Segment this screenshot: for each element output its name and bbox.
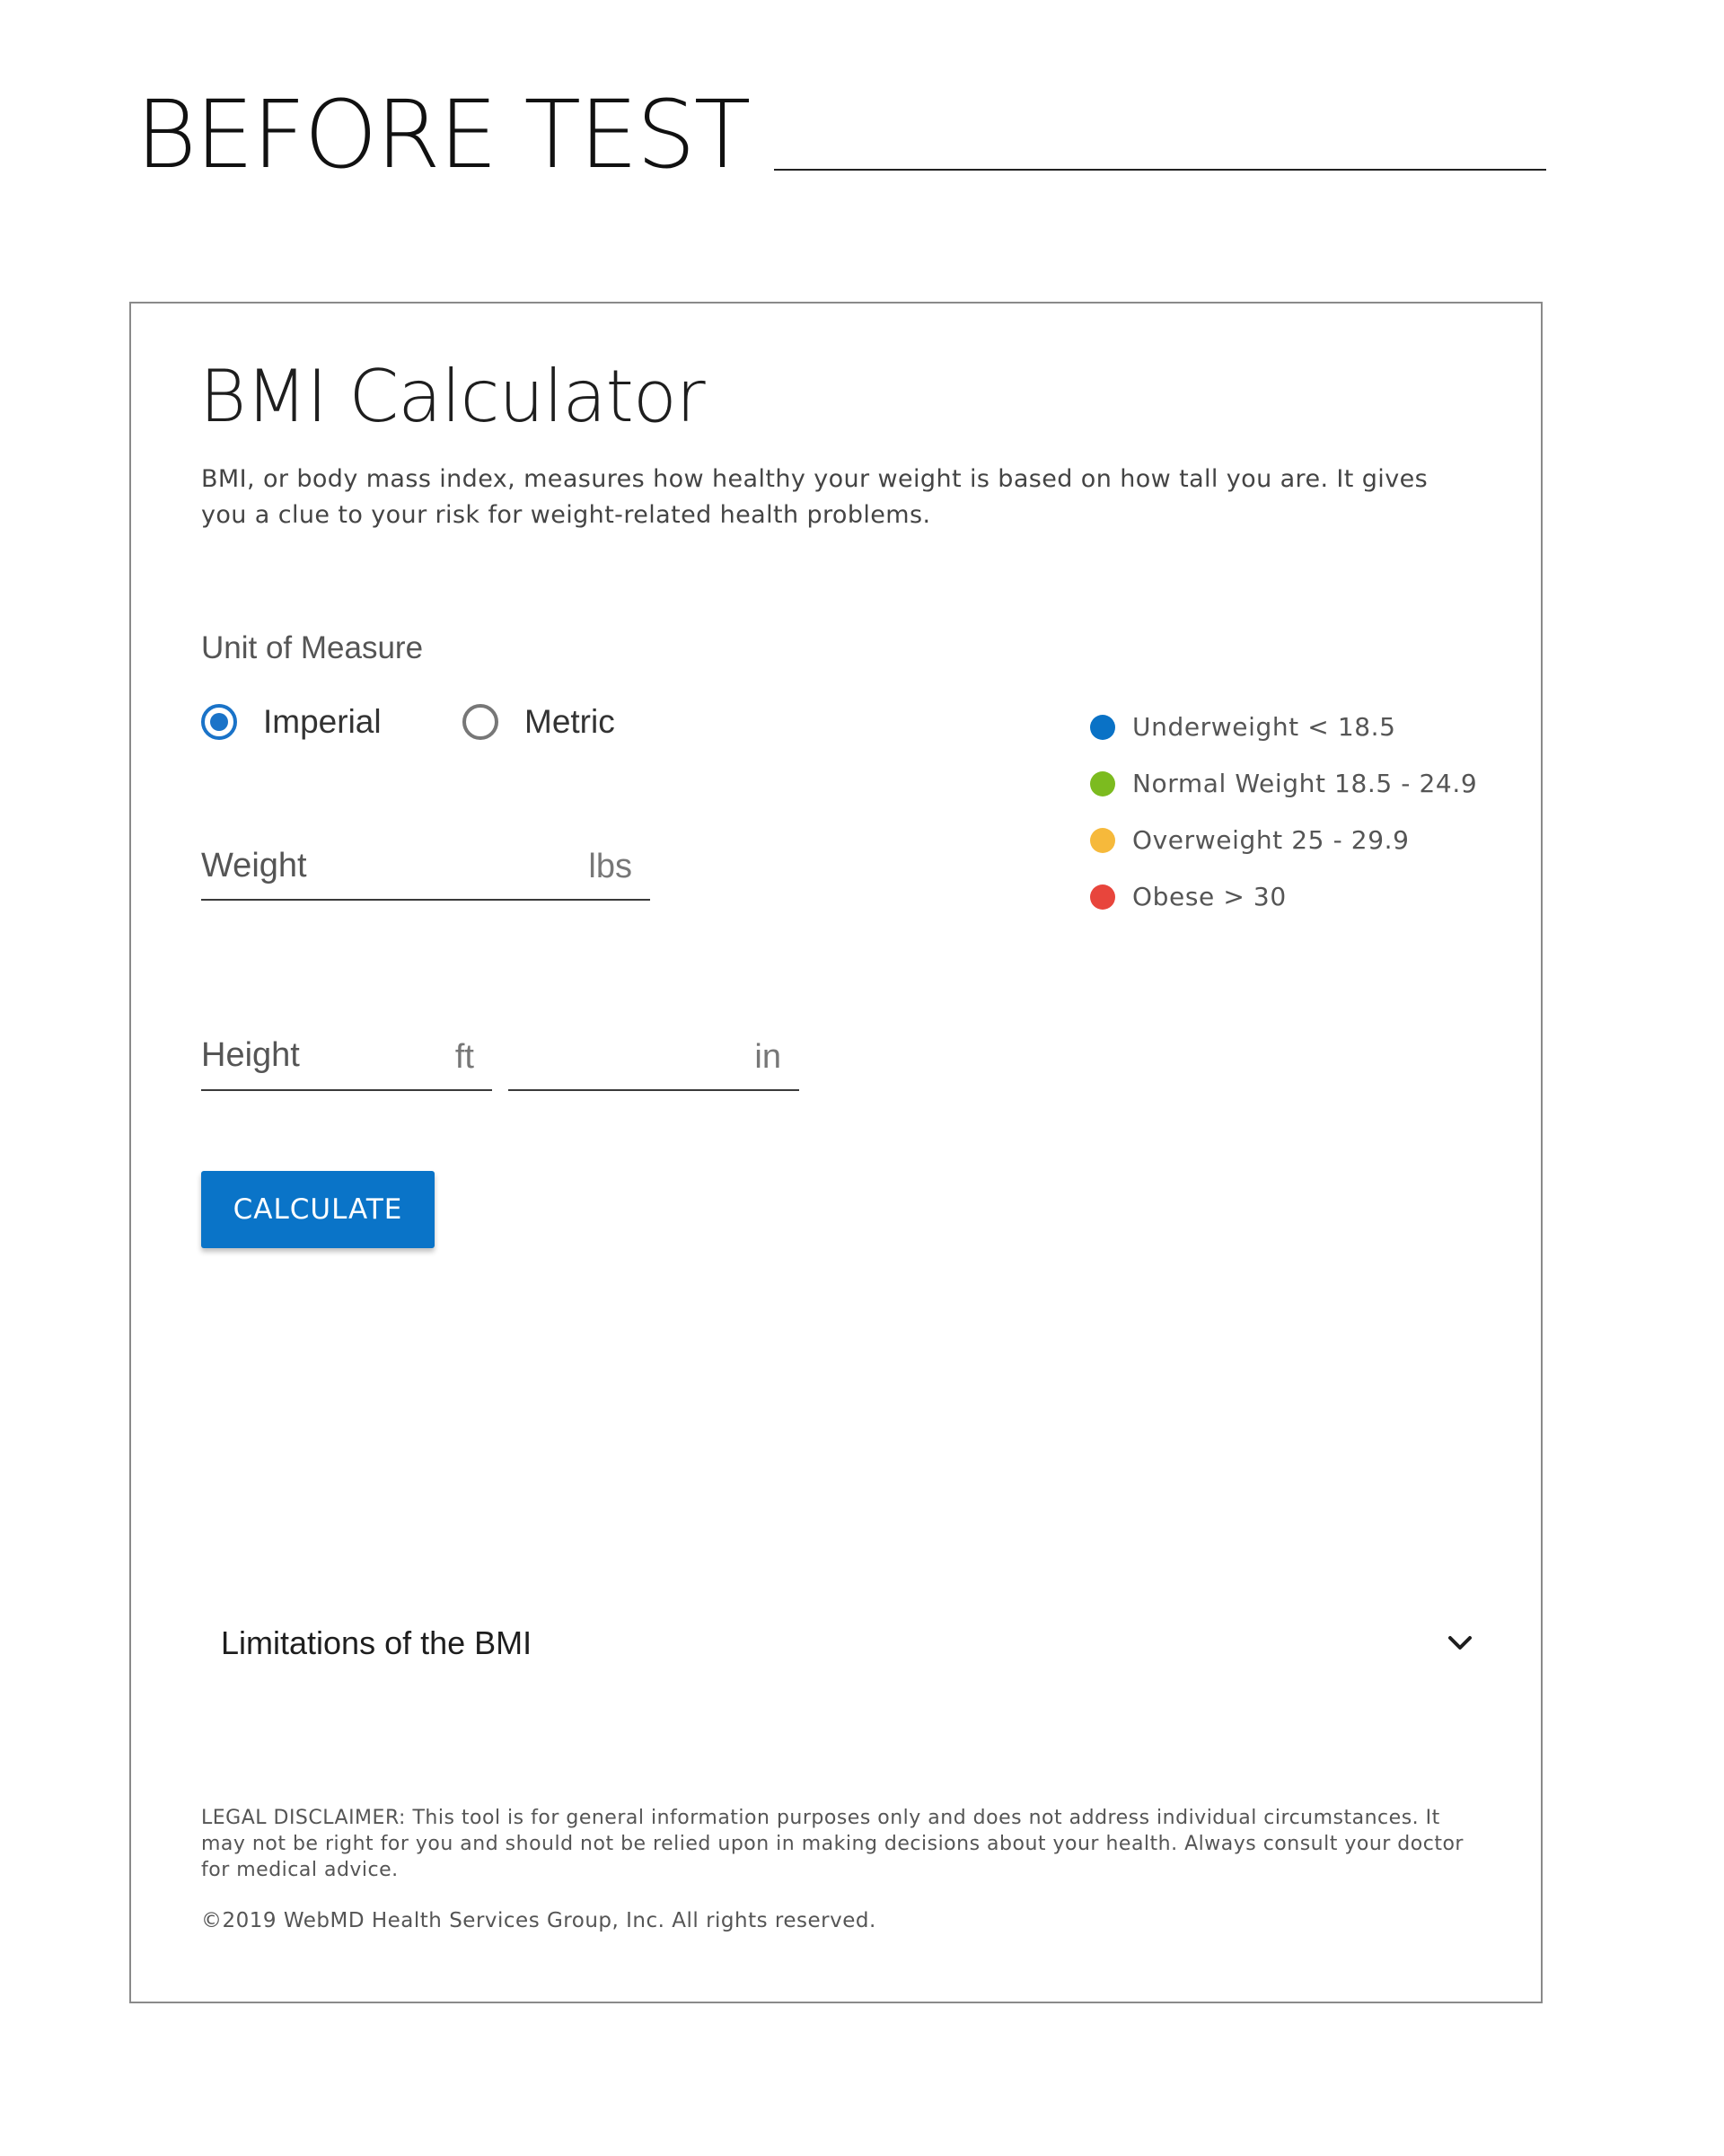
weight-input[interactable] xyxy=(201,833,650,899)
title-underline xyxy=(774,169,1546,171)
limitations-label: Limitations of the BMI xyxy=(221,1624,532,1661)
height-inches-unit-label: in xyxy=(754,1038,781,1076)
limitations-accordion[interactable] xyxy=(221,1618,1478,1668)
legend-dot-icon xyxy=(1090,715,1115,740)
copyright-notice: ©2019 WebMD Health Services Group, Inc. All rights reserved. xyxy=(201,1909,876,1932)
chevron-down-icon[interactable] xyxy=(1442,1625,1478,1661)
page-title: BEFORE TEST xyxy=(136,80,750,189)
page-header xyxy=(136,80,1545,189)
calculator-intro: BMI, or body mass index, measures how healthy your weight is based on how tall you are. It gives you a clue to your risk for weight-related health problems. xyxy=(201,465,1429,529)
legend-label: Overweight 25 - 29.9 xyxy=(1132,824,1410,855)
calculator-title: BMI Calculator xyxy=(199,355,705,438)
legend-label: Normal Weight 18.5 - 24.9 xyxy=(1132,768,1478,798)
legend-dot-icon xyxy=(1090,771,1115,796)
legend-dot-icon xyxy=(1090,828,1115,853)
legend-item-overweight xyxy=(1090,812,1503,868)
height-feet-unit-label: ft xyxy=(454,1038,474,1076)
bmi-legend xyxy=(1090,699,1503,925)
weight-field xyxy=(201,833,650,901)
legal-disclaimer: LEGAL DISCLAIMER: This tool is for general information purposes only and does not address individual circumstances. It may not be right for you and should not be relied upon in making decisions about your health. Always consult your doctor for medical advice. xyxy=(201,1807,1464,1881)
calculate-button[interactable]: CALCULATE xyxy=(201,1171,435,1248)
legend-label: Obese > 30 xyxy=(1132,881,1287,911)
radio-imperial[interactable] xyxy=(201,697,382,747)
radio-checked-icon[interactable] xyxy=(201,704,237,740)
height-inches-input[interactable] xyxy=(508,1022,799,1089)
bmi-calculator-card xyxy=(129,302,1543,2003)
legend-label: Underweight < 18.5 xyxy=(1132,711,1396,742)
height-inches-field xyxy=(508,1022,799,1091)
unit-of-measure-label: Unit of Measure xyxy=(201,630,424,665)
radio-metric[interactable] xyxy=(462,697,615,747)
radio-metric-label: Metric xyxy=(524,703,615,740)
legend-dot-icon xyxy=(1090,884,1115,910)
weight-unit-label: lbs xyxy=(588,848,632,885)
height-feet-field xyxy=(201,1022,492,1091)
radio-unchecked-icon[interactable] xyxy=(462,704,498,740)
legend-item-underweight xyxy=(1090,699,1503,755)
legend-item-obese xyxy=(1090,868,1503,925)
legend-item-normal xyxy=(1090,755,1503,812)
radio-imperial-label: Imperial xyxy=(263,703,382,740)
height-feet-input[interactable] xyxy=(201,1022,492,1089)
